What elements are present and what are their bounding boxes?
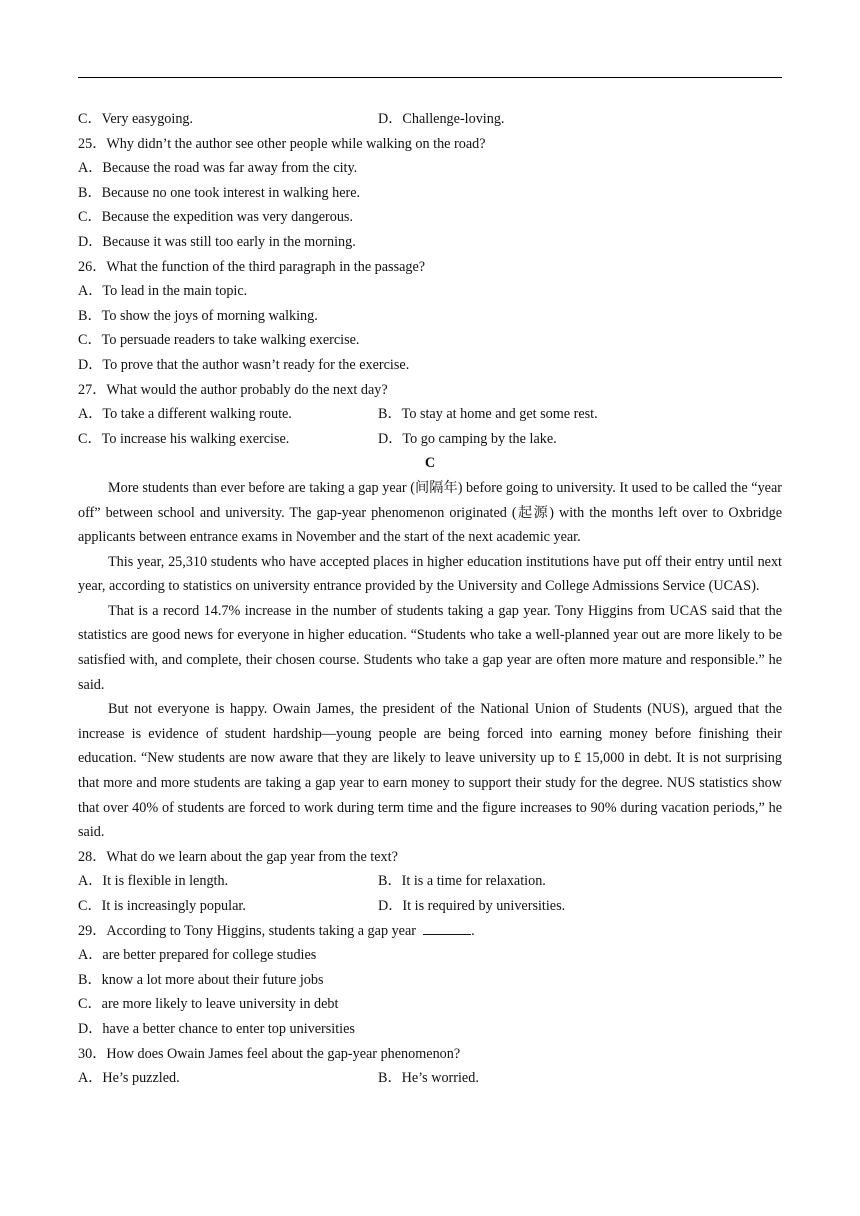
- q25-option-a: A．Because the road was far away from the city.: [78, 160, 358, 177]
- q30-options-row-1: [78, 1066, 782, 1091]
- q27-option-a: A．To take a different walking route.: [78, 406, 292, 423]
- q28-option-c: C．It is increasingly popular.: [78, 898, 246, 914]
- passage-paragraph-3: That is a record 14.7% increase in the number of students taking a gap year. Tony Higgins from UCAS said that the statistics are good news for everyone in higher education. “Students who take a well-planned year out are more likely to be satisfied with, and complete, their chosen course. Students who take a gap year are often more mature and responsible.” he said.: [78, 602, 782, 693]
- passage-paragraph-4: But not everyone is happy. Owain James, the president of the National Union of Students (NUS), argued that the increase is evidence of student hardship—young people are being forced into earning money before finishing their education. “New students are now aware that they are likely to leave university up to £ 15,000 in debt. It is not surprising that more and more students are taking a gap year to earn money to support their study for the degree. NUS statistics show that over 40% of students are forced to work during term time and the figure increases to 90% during vacation periods,” he said.: [78, 701, 782, 841]
- q28-stem: 28．What do we learn about the gap year from the text?: [78, 848, 398, 865]
- q28-option-b: B．It is a time for relaxation.: [378, 873, 546, 890]
- q29-option-b: B．know a lot more about their future jobs: [78, 971, 324, 988]
- header-rule: [78, 77, 782, 78]
- q27-option-b: B．To stay at home and get some rest.: [378, 406, 598, 423]
- q26-option-d: D．To prove that the author wasn’t ready for the exercise.: [78, 356, 410, 373]
- q29-option-c: C．are more likely to leave university in debt: [78, 996, 339, 1013]
- q26-option-c: C．To persuade readers to take walking exercise.: [78, 332, 360, 349]
- q24-option-c: C．Very easygoing.: [78, 111, 194, 127]
- q29-stem: 29．According to Tony Higgins, students taking a gap year: [78, 922, 417, 939]
- passage-paragraph-2: This year, 25,310 students who have accepted places in higher education institutions have put off their entry until next year, according to statistics on university entrance provided by the University and College Admissions Service (UCAS).: [78, 553, 782, 595]
- q29-option-d: D．have a better chance to enter top universities: [78, 1020, 355, 1037]
- q27-stem: 27．What would the author probably do the next day?: [78, 381, 388, 398]
- q27-options-row-1: [78, 402, 782, 427]
- q26-option-b: B．To show the joys of morning walking.: [78, 307, 318, 324]
- q25-option-c: C．Because the expedition was very dangerous.: [78, 209, 354, 226]
- q28-option-a: A．It is flexible in length.: [78, 873, 229, 890]
- q29-stem-end: .: [471, 922, 475, 939]
- q25-option-b: B．Because no one took interest in walking here.: [78, 184, 361, 201]
- q30-option-a: A．He’s puzzled.: [78, 1070, 180, 1087]
- q29-answer-blank: [423, 920, 471, 935]
- passage-paragraph-1: More students than ever before are taking a gap year (间隔年) before going to university. It used to be called the “year off” between school and university. The gap-year phenomenon originated (起源) with the months left over to Oxbridge applicants between entrance exams in November and the start of the next academic year.: [78, 479, 782, 546]
- q26-stem: 26．What the function of the third paragraph in the passage?: [78, 258, 426, 275]
- q28-option-d: D．It is required by universities.: [378, 898, 566, 914]
- q30-stem: 30．How does Owain James feel about the gap-year phenomenon?: [78, 1045, 461, 1062]
- q29-stem-line: [78, 919, 782, 944]
- q24-option-d: D．Challenge-loving.: [378, 111, 505, 127]
- q25-option-d: D．Because it was still too early in the morning.: [78, 233, 356, 250]
- q25-stem: 25．Why didn’t the author see other people while walking on the road?: [78, 135, 486, 152]
- q24-options-row: [78, 107, 782, 132]
- q29-option-a: A．are better prepared for college studies: [78, 947, 317, 964]
- q30-option-b: B．He’s worried.: [378, 1070, 479, 1087]
- q28-options-row-1: [78, 869, 782, 894]
- q26-option-a: A．To lead in the main topic.: [78, 283, 248, 300]
- q28-options-row-2: [78, 894, 782, 919]
- q27-options-row-2: [78, 427, 782, 452]
- q27-option-d: D．To go camping by the lake.: [378, 430, 557, 447]
- q27-option-c: C．To increase his walking exercise.: [78, 430, 290, 447]
- section-title: C: [424, 455, 436, 472]
- document-page: [78, 107, 782, 1091]
